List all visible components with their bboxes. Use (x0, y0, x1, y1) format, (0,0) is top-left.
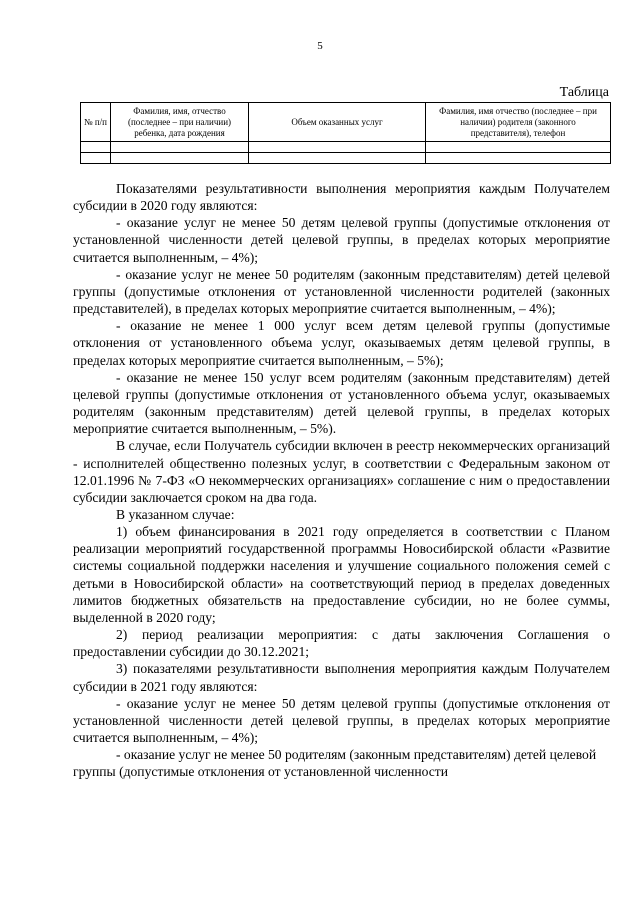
page-number: 5 (317, 40, 323, 52)
table-title: Таблица (559, 85, 609, 100)
table-cell (111, 153, 249, 164)
paragraph: Показателями результативности выполнения мероприятия каждым Получателем субсидии в 2020 году являются: (73, 181, 610, 214)
table-cell (81, 142, 111, 153)
table-cell (426, 142, 611, 153)
paragraph: - оказание услуг не менее 50 детям целевой группы (допустимые отклонения от установленной численности детей целевой группы, в пределах которых мероприятие считается выполненным, – 4%); (73, 215, 610, 265)
paragraph: 1) объем финансирования в 2021 году определяется в соответствии с Планом реализации мероприятий государственной программы Новосибирской области «Развитие системы социальной поддержки населения и улучшение социального положения семей с детьми в Новосибирской области» на соответствующий период в пределах доведенных лимитов бюджетных обязательств на предоставление субсидии, но не более суммы, выделенной в 2020 году; (73, 524, 610, 625)
paragraph: - оказание услуг не менее 50 родителям (законным представителям) детей целевой группы (допустимые отклонения от установленной численности родителей (законных представителей), в пределах которых мероприятие считается выполненным, – 4%); (73, 266, 610, 317)
table-cell (249, 153, 426, 164)
header-parent-name: Фамилия, имя отчество (последнее – при наличии) родителя (законного представителя), телефон (426, 103, 611, 142)
paragraph: В случае, если Получатель субсидии включен в реестр некоммерческих организаций - исполнителей общественно полезных услуг, в соответствии с Федеральным законом от 12.01.1996 № 7-ФЗ «О некоммерческих организациях» соглашение с ним о предоставлении субсидии заключается сроком на два года. (73, 438, 610, 505)
paragraph: - оказание не менее 150 услуг всем родителям (законным представителям) детей целевой группы (допустимые отклонения от установленного объема услуг, оказываемых родителям (законным представителям) детей целевой группы, в пределах которых мероприятие считается выполненным, – 5%). (73, 369, 610, 437)
table-cell (111, 142, 249, 153)
paragraph: В указанном случае: (116, 506, 235, 522)
paragraph: - оказание услуг не менее 50 родителям (законным представителям) детей целевой группы (допустимые отклонения от установленной численности (73, 747, 597, 780)
paragraph: - оказание услуг не менее 50 детям целевой группы (допустимые отклонения от установленной численности детей целевой группы, в пределах которых мероприятие считается выполненным, – 4%); (73, 695, 610, 745)
table-row (81, 142, 611, 153)
paragraph: 2) период реализации мероприятия: с даты заключения Соглашения о предоставлении субсидии до 30.12.2021; (73, 627, 610, 660)
header-service-volume: Объем оказанных услуг (249, 103, 426, 142)
body-text (73, 180, 610, 780)
data-table (80, 102, 611, 164)
table-row (81, 153, 611, 164)
table-header-row (81, 103, 611, 142)
table-cell (426, 153, 611, 164)
paragraph: - оказание не менее 1 000 услуг всем детям целевой группы (допустимые отклонения от установленного объема услуг, оказываемых детям целевой группы, в пределах которых мероприятие считается выполненным, – 5%); (73, 318, 610, 368)
table-cell (249, 142, 426, 153)
table-cell (81, 153, 111, 164)
header-number: № п/п (81, 103, 111, 142)
header-child-name: Фамилия, имя, отчество (последнее – при наличии) ребенка, дата рождения (111, 103, 249, 142)
paragraph: 3) показателями результативности выполнения мероприятия каждым Получателем субсидии в 2021 году являются: (73, 661, 610, 694)
